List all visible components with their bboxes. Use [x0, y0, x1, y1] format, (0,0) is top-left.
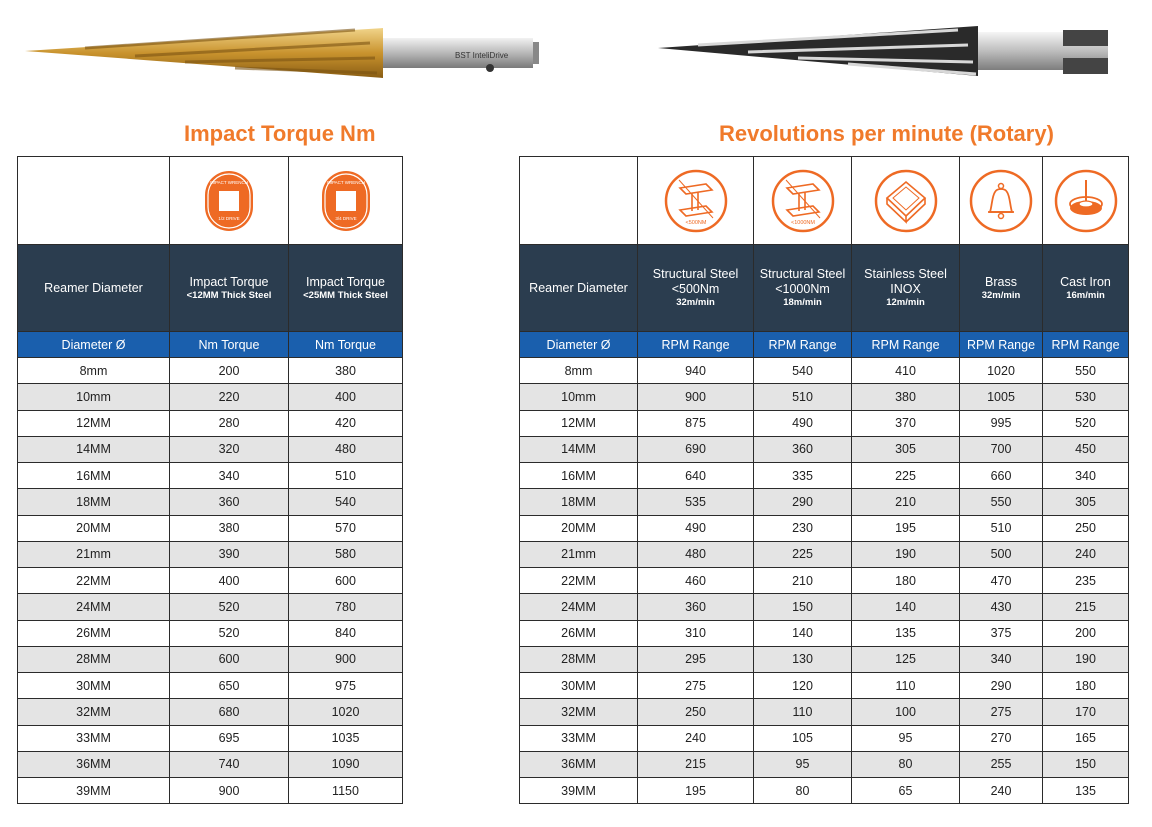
rpm-header-cast-iron: Cast Iron 16m/min [1043, 245, 1129, 332]
torque-value-cell: 480 [289, 436, 403, 462]
rpm-value-cell: 360 [754, 436, 852, 462]
rpm-value-cell: 240 [638, 725, 754, 751]
torque-table-row [18, 725, 403, 751]
torque-value-cell: 400 [289, 384, 403, 410]
rpm-table-row [520, 699, 1129, 725]
rpm-value-cell: 100 [852, 699, 960, 725]
rpm-value-cell: 550 [960, 489, 1043, 515]
rpm-table-row [520, 410, 1129, 436]
rpm-value-cell: 690 [638, 436, 754, 462]
torque-value-cell: 400 [170, 568, 289, 594]
rpm-value-cell: 520 [1043, 410, 1129, 436]
rpm-value-cell: 225 [852, 463, 960, 489]
torque-value-cell: 1035 [289, 725, 403, 751]
svg-text:<500NM: <500NM [685, 219, 706, 226]
torque-value-cell: 200 [170, 358, 289, 384]
rpm-diameter-cell: 12MM [520, 410, 638, 436]
rpm-value-cell: 200 [1043, 620, 1129, 646]
rpm-icon-cell [960, 157, 1043, 245]
rpm-value-cell: 80 [754, 778, 852, 804]
torque-diameter-cell: 28MM [18, 646, 170, 672]
torque-diameter-cell: 8mm [18, 358, 170, 384]
torque-value-cell: 420 [289, 410, 403, 436]
rpm-value-cell: 1020 [960, 358, 1043, 384]
rpm-title: Revolutions per minute (Rotary) [719, 121, 1054, 146]
rpm-value-cell: 135 [1043, 778, 1129, 804]
torque-value-cell: 510 [289, 463, 403, 489]
rpm-value-cell: 240 [1043, 541, 1129, 567]
torque-diameter-cell: 24MM [18, 594, 170, 620]
rpm-value-cell: 270 [960, 725, 1043, 751]
brand-stamp-text: BST InteliDrive [455, 51, 509, 60]
torque-diameter-cell: 16MM [18, 463, 170, 489]
rpm-value-cell: 125 [852, 646, 960, 672]
rpm-subheader-cell: RPM Range [1043, 332, 1129, 358]
rpm-value-cell: 120 [754, 673, 852, 699]
torque-value-cell: 600 [170, 646, 289, 672]
torque-value-cell: 900 [289, 646, 403, 672]
torque-diameter-cell: 22MM [18, 568, 170, 594]
black-reamer-image [658, 20, 1118, 90]
svg-text:IMPACT WRENCH: IMPACT WRENCH [326, 179, 365, 185]
torque-title: Impact Torque Nm [184, 121, 376, 146]
rpm-icon-cell [638, 157, 754, 245]
rpm-value-cell: 995 [960, 410, 1043, 436]
torque-value-cell: 390 [170, 541, 289, 567]
rpm-value-cell: 310 [638, 620, 754, 646]
torque-table-row [18, 751, 403, 777]
rpm-value-cell: 215 [638, 751, 754, 777]
rpm-value-cell: 360 [638, 594, 754, 620]
torque-table-row [18, 489, 403, 515]
torque-diameter-cell: 14MM [18, 436, 170, 462]
torque-table-row [18, 410, 403, 436]
rpm-diameter-cell: 21mm [520, 541, 638, 567]
rpm-table-row [520, 358, 1129, 384]
svg-text:<1000NM: <1000NM [790, 219, 815, 226]
cast-iron-icon [1053, 168, 1119, 234]
torque-header-12mm: Impact Torque <12MM Thick Steel [170, 245, 289, 332]
rpm-header-stainless: Stainless Steel INOX 12m/min [852, 245, 960, 332]
torque-value-cell: 320 [170, 436, 289, 462]
svg-text:IMPACT WRENCH: IMPACT WRENCH [209, 179, 249, 185]
torque-diameter-cell: 32MM [18, 699, 170, 725]
rpm-value-cell: 95 [852, 725, 960, 751]
rpm-value-cell: 250 [1043, 515, 1129, 541]
torque-table-row [18, 436, 403, 462]
rpm-table-row [520, 646, 1129, 672]
rpm-value-cell: 210 [754, 568, 852, 594]
torque-value-cell: 580 [289, 541, 403, 567]
torque-diameter-cell: 21mm [18, 541, 170, 567]
rpm-subheader-cell: RPM Range [960, 332, 1043, 358]
torque-value-cell: 540 [289, 489, 403, 515]
torque-table [17, 156, 403, 804]
rpm-value-cell: 250 [638, 699, 754, 725]
rpm-value-cell: 180 [852, 568, 960, 594]
torque-value-cell: 780 [289, 594, 403, 620]
torque-diameter-cell: 26MM [18, 620, 170, 646]
rpm-value-cell: 275 [638, 673, 754, 699]
rpm-diameter-cell: 33MM [520, 725, 638, 751]
rpm-value-cell: 230 [754, 515, 852, 541]
torque-value-cell: 340 [170, 463, 289, 489]
gold-reamer-image [25, 18, 540, 88]
rpm-value-cell: 380 [852, 384, 960, 410]
rpm-table-row [520, 673, 1129, 699]
rpm-value-cell: 140 [754, 620, 852, 646]
rpm-value-cell: 110 [852, 673, 960, 699]
svg-text:1/2 DRIVE: 1/2 DRIVE [218, 215, 240, 221]
torque-subheader-cell: Nm Torque [170, 332, 289, 358]
rpm-value-cell: 490 [754, 410, 852, 436]
torque-diameter-cell: 18MM [18, 489, 170, 515]
torque-icon-cell [289, 157, 403, 245]
torque-value-cell: 650 [170, 673, 289, 699]
rpm-value-cell: 65 [852, 778, 960, 804]
rpm-table-row [520, 725, 1129, 751]
torque-table-row [18, 384, 403, 410]
rpm-value-cell: 370 [852, 410, 960, 436]
torque-subheader-cell: Nm Torque [289, 332, 403, 358]
rpm-value-cell: 190 [1043, 646, 1129, 672]
rpm-subheader-cell: RPM Range [754, 332, 852, 358]
rpm-diameter-cell: 28MM [520, 646, 638, 672]
rpm-header-structural-1000: Structural Steel <1000Nm 18m/min [754, 245, 852, 332]
impact-wrench-three-quarter-inch-icon [319, 169, 373, 233]
rpm-table-row [520, 489, 1129, 515]
rpm-value-cell: 490 [638, 515, 754, 541]
rpm-table-row [520, 384, 1129, 410]
rpm-value-cell: 150 [754, 594, 852, 620]
torque-table-row [18, 358, 403, 384]
rpm-value-cell: 180 [1043, 673, 1129, 699]
torque-table-row [18, 594, 403, 620]
torque-value-cell: 380 [289, 358, 403, 384]
rpm-value-cell: 340 [960, 646, 1043, 672]
rpm-value-cell: 340 [1043, 463, 1129, 489]
torque-table-row [18, 568, 403, 594]
rpm-subheader-cell: Diameter Ø [520, 332, 638, 358]
torque-table-body [18, 358, 403, 804]
rpm-table-row [520, 778, 1129, 804]
torque-table-row [18, 620, 403, 646]
torque-diameter-cell: 12MM [18, 410, 170, 436]
rpm-header-brass: Brass 32m/min [960, 245, 1043, 332]
torque-diameter-cell: 10mm [18, 384, 170, 410]
rpm-table-row [520, 515, 1129, 541]
rpm-value-cell: 80 [852, 751, 960, 777]
torque-diameter-cell: 20MM [18, 515, 170, 541]
torque-value-cell: 680 [170, 699, 289, 725]
rpm-value-cell: 130 [754, 646, 852, 672]
rpm-diameter-cell: 39MM [520, 778, 638, 804]
torque-value-cell: 900 [170, 778, 289, 804]
rpm-diameter-cell: 16MM [520, 463, 638, 489]
rpm-value-cell: 875 [638, 410, 754, 436]
torque-icon-cell [170, 157, 289, 245]
rpm-diameter-cell: 18MM [520, 489, 638, 515]
rpm-diameter-cell: 36MM [520, 751, 638, 777]
torque-value-cell: 360 [170, 489, 289, 515]
rpm-value-cell: 170 [1043, 699, 1129, 725]
rpm-icon-cell [852, 157, 960, 245]
torque-value-cell: 840 [289, 620, 403, 646]
torque-value-cell: 695 [170, 725, 289, 751]
torque-value-cell: 1090 [289, 751, 403, 777]
rpm-value-cell: 290 [960, 673, 1043, 699]
rpm-diameter-cell: 22MM [520, 568, 638, 594]
structural-steel-500nm-icon [663, 168, 729, 234]
torque-value-cell: 570 [289, 515, 403, 541]
rpm-value-cell: 460 [638, 568, 754, 594]
rpm-value-cell: 255 [960, 751, 1043, 777]
rpm-value-cell: 190 [852, 541, 960, 567]
rpm-value-cell: 940 [638, 358, 754, 384]
rpm-value-cell: 335 [754, 463, 852, 489]
rpm-icon-cell [754, 157, 852, 245]
rpm-diameter-cell: 24MM [520, 594, 638, 620]
rpm-value-cell: 900 [638, 384, 754, 410]
torque-diameter-cell: 39MM [18, 778, 170, 804]
rpm-diameter-cell: 20MM [520, 515, 638, 541]
rpm-diameter-cell: 26MM [520, 620, 638, 646]
rpm-value-cell: 195 [852, 515, 960, 541]
rpm-table-row [520, 436, 1129, 462]
impact-wrench-half-inch-icon [202, 169, 256, 233]
torque-diameter-cell: 36MM [18, 751, 170, 777]
rpm-value-cell: 530 [1043, 384, 1129, 410]
rpm-value-cell: 500 [960, 541, 1043, 567]
rpm-value-cell: 510 [754, 384, 852, 410]
brass-bell-icon [968, 168, 1034, 234]
torque-value-cell: 380 [170, 515, 289, 541]
rpm-value-cell: 140 [852, 594, 960, 620]
rpm-value-cell: 1005 [960, 384, 1043, 410]
rpm-value-cell: 540 [754, 358, 852, 384]
rpm-header-structural-500: Structural Steel <500Nm 32m/min [638, 245, 754, 332]
rpm-subheader-cell: RPM Range [852, 332, 960, 358]
torque-value-cell: 520 [170, 594, 289, 620]
rpm-table-row [520, 594, 1129, 620]
rpm-table [519, 156, 1129, 804]
rpm-value-cell: 195 [638, 778, 754, 804]
stainless-steel-icon [873, 168, 939, 234]
rpm-value-cell: 430 [960, 594, 1043, 620]
rpm-value-cell: 210 [852, 489, 960, 515]
rpm-value-cell: 640 [638, 463, 754, 489]
rpm-value-cell: 305 [1043, 489, 1129, 515]
torque-header-25mm: Impact Torque <25MM Thick Steel [289, 245, 403, 332]
rpm-header-diameter: Reamer Diameter [520, 245, 638, 332]
rpm-value-cell: 510 [960, 515, 1043, 541]
rpm-table-body [520, 358, 1129, 804]
rpm-icon-blank [520, 157, 638, 245]
torque-value-cell: 1150 [289, 778, 403, 804]
rpm-table-row [520, 541, 1129, 567]
rpm-value-cell: 660 [960, 463, 1043, 489]
torque-header-diameter: Reamer Diameter [18, 245, 170, 332]
rpm-diameter-cell: 30MM [520, 673, 638, 699]
rpm-table-row [520, 620, 1129, 646]
rpm-subheader-cell: RPM Range [638, 332, 754, 358]
rpm-value-cell: 95 [754, 751, 852, 777]
rpm-value-cell: 410 [852, 358, 960, 384]
rpm-diameter-cell: 32MM [520, 699, 638, 725]
torque-value-cell: 975 [289, 673, 403, 699]
rpm-value-cell: 240 [960, 778, 1043, 804]
rpm-value-cell: 165 [1043, 725, 1129, 751]
rpm-diameter-cell: 8mm [520, 358, 638, 384]
rpm-diameter-cell: 10mm [520, 384, 638, 410]
rpm-value-cell: 105 [754, 725, 852, 751]
rpm-value-cell: 110 [754, 699, 852, 725]
torque-table-row [18, 699, 403, 725]
rpm-diameter-cell: 14MM [520, 436, 638, 462]
rpm-value-cell: 150 [1043, 751, 1129, 777]
torque-value-cell: 520 [170, 620, 289, 646]
rpm-value-cell: 480 [638, 541, 754, 567]
torque-value-cell: 280 [170, 410, 289, 436]
rpm-value-cell: 275 [960, 699, 1043, 725]
rpm-value-cell: 535 [638, 489, 754, 515]
torque-table-row [18, 463, 403, 489]
torque-table-row [18, 673, 403, 699]
svg-text:3/4 DRIVE: 3/4 DRIVE [334, 215, 357, 221]
rpm-icon-cell [1043, 157, 1129, 245]
rpm-value-cell: 450 [1043, 436, 1129, 462]
rpm-table-row [520, 463, 1129, 489]
rpm-value-cell: 235 [1043, 568, 1129, 594]
rpm-value-cell: 550 [1043, 358, 1129, 384]
rpm-value-cell: 225 [754, 541, 852, 567]
rpm-value-cell: 700 [960, 436, 1043, 462]
rpm-value-cell: 290 [754, 489, 852, 515]
rpm-table-row [520, 751, 1129, 777]
rpm-value-cell: 305 [852, 436, 960, 462]
torque-subheader-cell: Diameter Ø [18, 332, 170, 358]
torque-table-row [18, 541, 403, 567]
torque-table-row [18, 778, 403, 804]
torque-value-cell: 600 [289, 568, 403, 594]
torque-diameter-cell: 33MM [18, 725, 170, 751]
structural-steel-1000nm-icon [770, 168, 836, 234]
torque-table-row [18, 646, 403, 672]
rpm-value-cell: 375 [960, 620, 1043, 646]
torque-table-row [18, 515, 403, 541]
torque-diameter-cell: 30MM [18, 673, 170, 699]
rpm-value-cell: 470 [960, 568, 1043, 594]
torque-icon-blank [18, 157, 170, 245]
rpm-value-cell: 135 [852, 620, 960, 646]
rpm-value-cell: 295 [638, 646, 754, 672]
rpm-value-cell: 215 [1043, 594, 1129, 620]
rpm-table-row [520, 568, 1129, 594]
torque-value-cell: 220 [170, 384, 289, 410]
torque-value-cell: 1020 [289, 699, 403, 725]
torque-value-cell: 740 [170, 751, 289, 777]
